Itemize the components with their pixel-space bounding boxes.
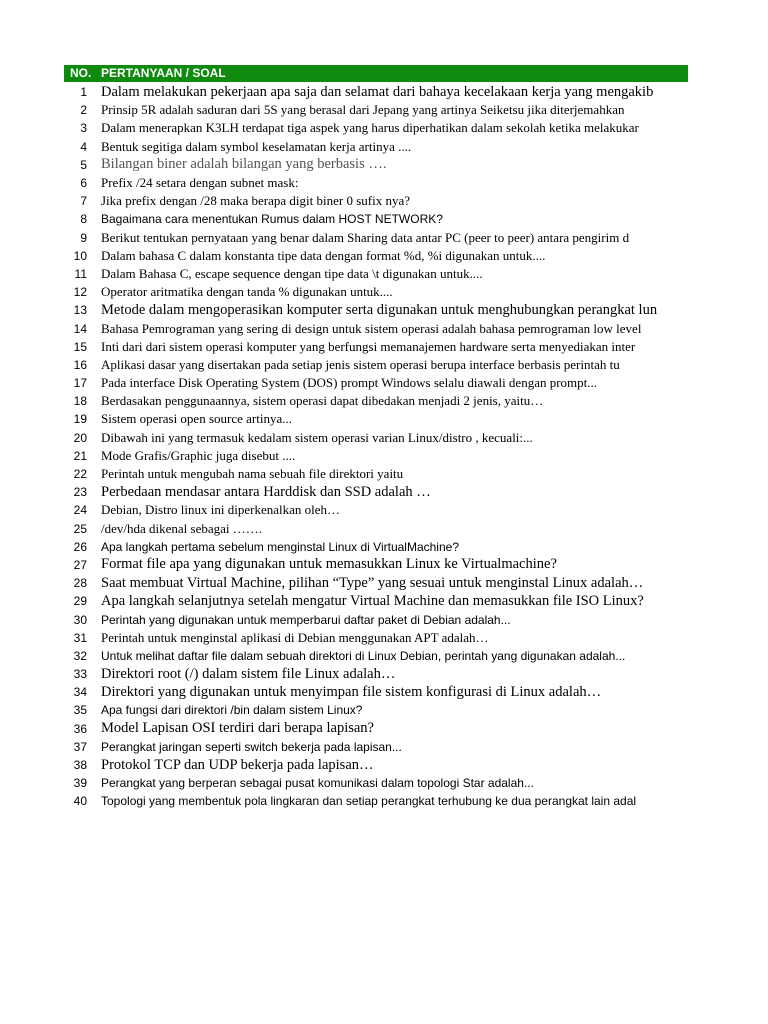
table-row	[64, 756, 688, 774]
table-row	[64, 574, 688, 592]
table-row	[64, 520, 688, 538]
row-number: 25	[73, 521, 87, 536]
row-number: 38	[73, 758, 87, 773]
question-text: Prefix /24 setara dengan subnet mask:	[101, 175, 299, 191]
table-row	[64, 501, 688, 519]
question-text: Mode Grafis/Graphic juga disebut ....	[101, 447, 296, 463]
row-number: 32	[73, 648, 87, 663]
row-number: 1	[80, 85, 87, 100]
question-text: Direktori root (/) dalam sistem file Linux adalah…	[101, 665, 396, 682]
row-number: 29	[73, 594, 87, 609]
question-sheet	[64, 65, 688, 811]
table-row	[64, 83, 688, 101]
row-number: 9	[80, 230, 87, 245]
row-number: 18	[73, 394, 87, 409]
table-row	[64, 792, 688, 810]
question-text: Format file apa yang digunakan untuk memasukkan Linux ke Virtualmachine?	[101, 556, 557, 573]
table-header	[64, 65, 688, 82]
table-row	[64, 283, 688, 301]
row-number: 23	[73, 485, 87, 500]
question-text: Dalam Bahasa C, escape sequence dengan tipe data \t digunakan untuk....	[101, 265, 483, 281]
question-text: Model Lapisan OSI terdiri dari berapa lapisan?	[101, 720, 374, 737]
question-text: Perintah untuk mengubah nama sebuah file direktori yaitu	[101, 466, 404, 482]
row-number: 10	[73, 248, 87, 263]
table-row	[64, 356, 688, 374]
question-text: /dev/hda dikenal sebagai …….	[101, 520, 263, 536]
question-text: Jika prefix dengan /28 maka berapa digit biner 0 sufix nya?	[101, 193, 411, 209]
question-text: Metode dalam mengoperasikan komputer serta digunakan untuk menghubungkan perangkat lun	[101, 301, 658, 318]
table-row	[64, 774, 688, 792]
row-number: 31	[73, 630, 87, 645]
question-text: Berdasakan penggunaannya, sistem operasi dapat dibedakan menjadi 2 jenis, yaitu…	[101, 393, 544, 409]
question-text: Apa langkah pertama sebelum menginstal Linux di VirtualMachine?	[101, 539, 459, 554]
table-row	[64, 483, 688, 501]
row-number: 5	[80, 157, 87, 172]
table-row	[64, 465, 688, 483]
table-row	[64, 429, 688, 447]
row-number: 33	[73, 667, 87, 682]
table-row	[64, 610, 688, 628]
table-row	[64, 392, 688, 410]
row-number: 16	[73, 357, 87, 372]
row-number: 30	[73, 612, 87, 627]
question-text: Apa fungsi dari direktori /bin dalam sistem Linux?	[101, 703, 363, 718]
question-text: Dibawah ini yang termasuk kedalam sistem operasi varian Linux/distro , kecuali:...	[101, 429, 533, 445]
table-row	[64, 138, 688, 156]
table-row	[64, 738, 688, 756]
row-number: 19	[73, 412, 87, 427]
question-text: Pada interface Disk Operating System (DOS) prompt Windows selalu diawali dengan prompt...	[101, 375, 598, 391]
table-row	[64, 174, 688, 192]
row-number: 20	[73, 430, 87, 445]
row-number: 26	[73, 539, 87, 554]
question-text: Dalam bahasa C dalam konstanta tipe data dengan format %d, %i digunakan untuk....	[101, 247, 546, 263]
question-text: Prinsip 5R adalah saduran dari 5S yang berasal dari Jepang yang artinya Seiketsu jika diterjemahkan	[101, 102, 625, 118]
table-row	[64, 319, 688, 337]
row-number: 12	[73, 285, 87, 300]
row-number: 35	[73, 703, 87, 718]
table-row	[64, 156, 688, 174]
table-row	[64, 647, 688, 665]
row-number: 21	[73, 448, 87, 463]
table-row	[64, 683, 688, 701]
table-row	[64, 447, 688, 465]
header-question: PERTANYAAN / SOAL	[101, 66, 226, 80]
question-text: Bilangan biner adalah bilangan yang berbasis ….	[101, 156, 387, 173]
row-number: 15	[73, 339, 87, 354]
question-text: Perintah untuk menginstal aplikasi di Debian menggunakan APT adalah…	[101, 629, 489, 645]
question-text: Perbedaan mendasar antara Harddisk dan SSD adalah …	[101, 483, 431, 500]
question-text: Bahasa Pemrograman yang sering di design untuk sistem operasi adalah bahasa pemrograman low level	[101, 320, 642, 336]
question-text: Direktori yang digunakan untuk menyimpan file sistem konfigurasi di Linux adalah…	[101, 683, 602, 700]
row-number: 17	[73, 376, 87, 391]
row-number: 40	[73, 794, 87, 809]
table-row	[64, 247, 688, 265]
row-number: 39	[73, 776, 87, 791]
row-number: 11	[74, 266, 87, 281]
row-number: 37	[73, 739, 87, 754]
question-text: Aplikasi dasar yang disertakan pada setiap jenis sistem operasi berupa interface berbasis perintah tu	[101, 356, 620, 372]
row-number: 4	[80, 139, 87, 154]
row-number: 24	[73, 503, 87, 518]
table-row	[64, 665, 688, 683]
row-number: 3	[80, 121, 87, 136]
row-number: 28	[73, 576, 87, 591]
row-number: 22	[73, 467, 87, 482]
table-row	[64, 338, 688, 356]
table-row	[64, 374, 688, 392]
table-row	[64, 629, 688, 647]
question-list	[64, 83, 688, 811]
question-text: Dalam menerapkan K3LH terdapat tiga aspek yang harus diperhatikan dalam sekolah ketika melakukar	[101, 120, 639, 136]
table-row	[64, 592, 688, 610]
table-row	[64, 229, 688, 247]
question-text: Apa langkah selanjutnya setelah mengatur Virtual Machine dan memasukkan file ISO Linux?	[101, 592, 644, 609]
table-row	[64, 701, 688, 719]
row-number: 13	[73, 303, 87, 318]
question-text: Sistem operasi open source artinya...	[101, 411, 292, 427]
question-text: Untuk melihat daftar file dalam sebuah direktori di Linux Debian, perintah yang digunakan adalah...	[101, 648, 626, 663]
table-row	[64, 301, 688, 319]
table-row	[64, 210, 688, 228]
table-row	[64, 556, 688, 574]
table-row	[64, 538, 688, 556]
question-text: Berikut tentukan pernyataan yang benar dalam Sharing data antar PC (peer to peer) antara pengirim d	[101, 229, 630, 245]
row-number: 36	[73, 721, 87, 736]
table-row	[64, 265, 688, 283]
question-text: Bagaimana cara menentukan Rumus dalam HOST NETWORK?	[101, 212, 443, 227]
row-number: 34	[73, 685, 87, 700]
question-text: Protokol TCP dan UDP bekerja pada lapisan…	[101, 756, 374, 773]
question-text: Topologi yang membentuk pola lingkaran dan setiap perangkat terhubung ke dua perangkat lain adal	[101, 794, 637, 809]
row-number: 14	[73, 321, 87, 336]
question-text: Inti dari dari sistem operasi komputer yang berfungsi memanajemen hardware serta menyediakan inter	[101, 338, 636, 354]
question-text: Perangkat jaringan seperti switch bekerja pada lapisan...	[101, 739, 402, 754]
question-text: Bentuk segitiga dalam symbol keselamatan kerja artinya ....	[101, 138, 412, 154]
question-text: Operator aritmatika dengan tanda % digunakan untuk....	[101, 284, 393, 300]
question-text: Perangkat yang berperan sebagai pusat komunikasi dalam topologi Star adalah...	[101, 776, 534, 791]
question-text: Saat membuat Virtual Machine, pilihan “Type” yang sesuai untuk menginstal Linux adalah…	[101, 574, 644, 591]
row-number: 27	[73, 557, 87, 572]
row-number: 7	[80, 194, 87, 209]
table-row	[64, 192, 688, 210]
table-row	[64, 119, 688, 137]
question-text: Debian, Distro linux ini diperkenalkan oleh…	[101, 502, 341, 518]
question-text: Perintah yang digunakan untuk memperbarui daftar paket di Debian adalah...	[101, 612, 511, 627]
header-no: NO.	[70, 66, 92, 80]
question-text: Dalam melakukan pekerjaan apa saja dan selamat dari bahaya kecelakaan kerja yang mengakib	[101, 83, 654, 100]
table-row	[64, 410, 688, 428]
row-number: 6	[80, 176, 87, 191]
table-row	[64, 720, 688, 738]
row-number: 2	[80, 103, 87, 118]
row-number: 8	[80, 212, 87, 227]
table-row	[64, 101, 688, 119]
